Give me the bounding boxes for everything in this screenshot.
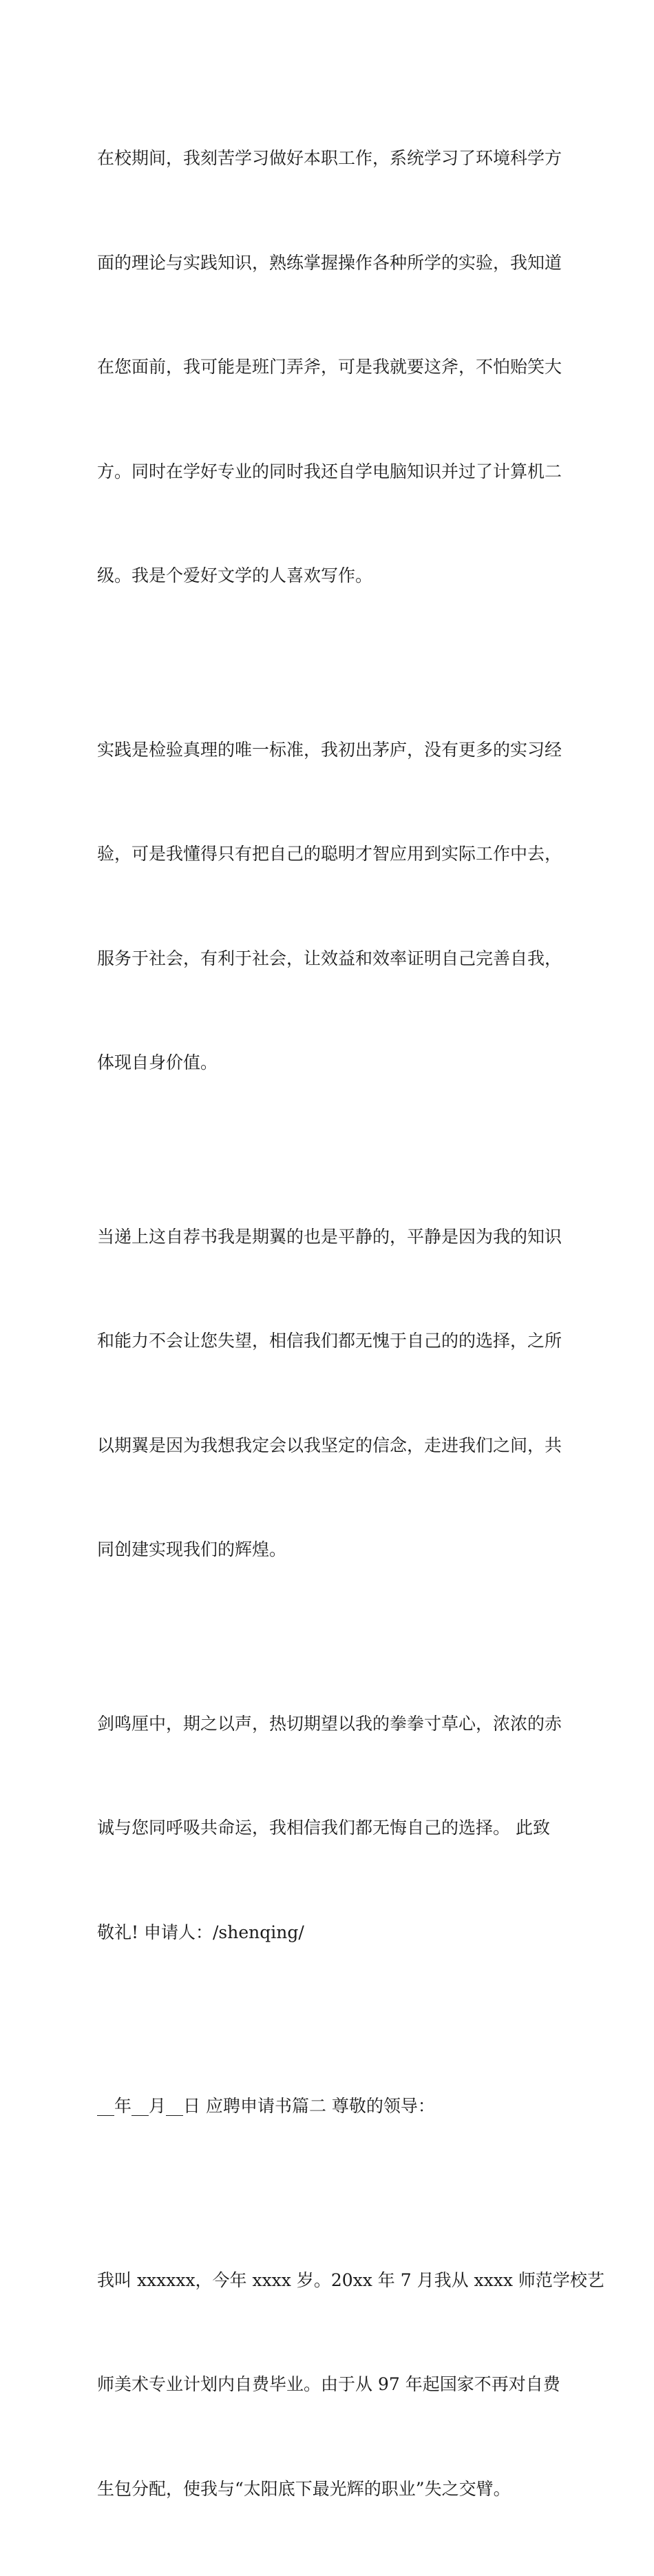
text-line: 诚与您同呼吸共命运，我相信我们都无悔自己的选择。 此致	[97, 1811, 565, 1846]
text-line: 以期翼是因为我想我定会以我坚定的信念，走进我们之间，共	[97, 1429, 565, 1464]
text-line: 验，可是我懂得只有把自己的聪明才智应用到实际工作中去，	[97, 837, 565, 872]
text-line: 在您面前，我可能是班门弄斧，可是我就要这斧，不怕贻笑大	[97, 350, 565, 385]
text-line: 当递上这自荐书我是期翼的也是平静的，平静是因为我的知识	[97, 1220, 565, 1255]
paragraph-expectation	[97, 1150, 565, 1637]
text-line: 同创建实现我们的辉煌。	[97, 1533, 565, 1568]
paragraph-closing	[97, 1637, 565, 2020]
paragraph-date-heading	[97, 2019, 565, 2194]
paragraph-study	[97, 72, 565, 663]
text-line: 实践是检验真理的唯一标准，我初出茅庐，没有更多的实习经	[97, 733, 565, 768]
text-line: 级。我是个爱好文学的人喜欢写作。	[97, 559, 565, 594]
text-line: 我叫 xxxxxx，今年 xxxx 岁。20xx 年 7 月我从 xxxx 师范学校艺	[97, 2263, 565, 2298]
paragraph-introduction	[97, 2194, 565, 2576]
text-line: 面的理论与实践知识，熟练掌握操作各种所学的实验，我知道	[97, 246, 565, 281]
text-line: 剑鸣厘中，期之以声，热切期望以我的拳拳寸草心，浓浓的赤	[97, 1707, 565, 1742]
text-line: 和能力不会让您失望，相信我们都无愧于自己的的选择，之所	[97, 1324, 565, 1359]
text-line: 生包分配，使我与“太阳底下最光辉的职业”失之交臂。	[97, 2472, 565, 2507]
text-line: __年__月__日 应聘申请书篇二 尊敬的领导：	[97, 2089, 565, 2124]
paragraph-practice	[97, 663, 565, 1150]
text-line: 服务于社会，有利于社会，让效益和效率证明自己完善自我，	[97, 942, 565, 977]
text-line: 方。同时在学好专业的同时我还自学电脑知识并过了计算机二	[97, 455, 565, 490]
text-line: 在校期间，我刻苦学习做好本职工作，系统学习了环境科学方	[97, 141, 565, 176]
document-page	[0, 0, 654, 846]
text-line: 师美术专业计划内自费毕业。由于从 97 年起国家不再对自费	[97, 2367, 565, 2402]
document-body	[97, 72, 565, 2576]
text-line: 敬礼! 申请人：/shenqing/	[97, 1915, 565, 1951]
text-line: 体现自身价值。	[97, 1046, 565, 1081]
